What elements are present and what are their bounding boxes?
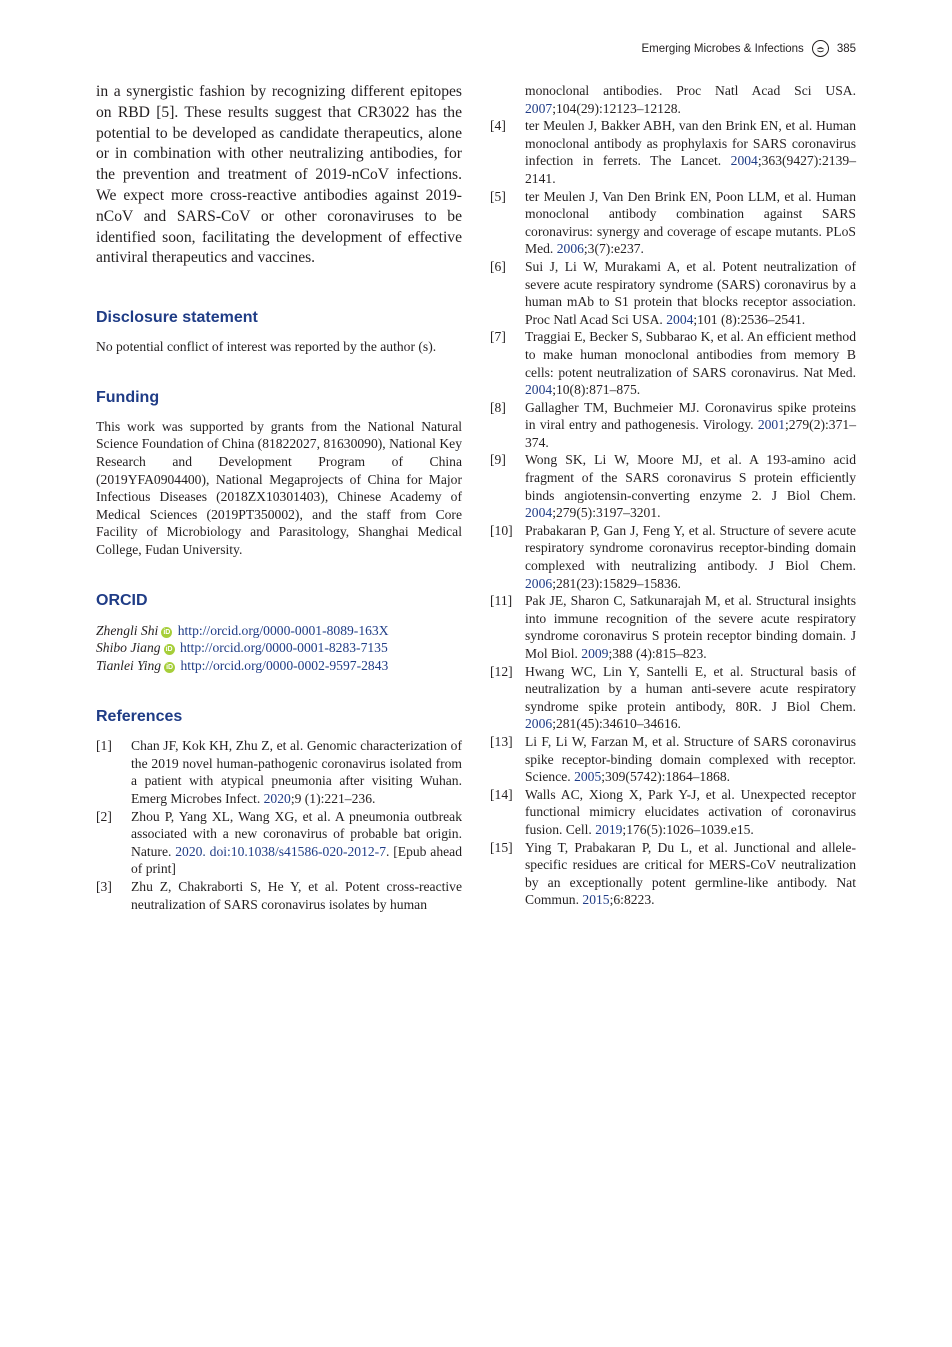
left-column — [96, 82, 462, 913]
disclosure-heading: Disclosure statement — [96, 309, 258, 327]
reference-item: [12] Hwang WC, Lin Y, Santelli E, et al. Structural basis of neutralization by a human anti-severe acute respiratory syndrome spike protein antibody, 80R. J Biol Chem. 2006;281(45):34610–34616. — [490, 663, 856, 732]
reference-item: [15] Ying T, Prabakaran P, Du L, et al. Junctional and allele-specific residues are critical for MERS-CoV neutralization by an exceptionally potent germline-like antibody. Nat Commun. 2015;6:8223. — [490, 839, 856, 908]
orcid-link[interactable]: http://orcid.org/0000-0001-8089-163X — [177, 622, 389, 638]
reference-link[interactable]: 2006 — [525, 575, 553, 591]
reference-link[interactable]: 2020 — [263, 791, 291, 807]
reference-item: [2] Zhou P, Yang XL, Wang XG, et al. A pneumonia outbreak associated with a new coronavirus of probable bat origin. Nature. 2020. doi:10.1038/s41586-020-2012-7. [Epub ahead of print] — [96, 808, 462, 877]
running-head — [641, 40, 856, 57]
orcid-entry: Zhengli Shi iD http://orcid.org/0000-0001-8089-163X — [96, 622, 389, 638]
funding-text: This work was supported by grants from the National Natural Science Foundation of China (81822027, 81630090), National Key Research and Development Program of China (2019YFA0904400), National Megaprojects of China for Major Infectious Diseases (2018ZX10301403), Chinese Academy of Medical Sciences (2019PT350002), and the staff from Core Facility of Microbiology and Parasitology, Shanghai Medical College, Fudan University. — [96, 418, 462, 557]
reference-item: [3] Zhu Z, Chakraborti S, He Y, et al. Potent cross-reactive neutralization of SARS coronavirus isolates by human — [96, 879, 462, 912]
reference-item: [11] Pak JE, Sharon C, Satkunarajah M, et al. Structural insights into immune recognition of the severe acute respiratory syndrome coronavirus S protein receptor binding domain. J Mol Biol. 2009;388 (4):815–823. — [490, 593, 856, 661]
reference-item: [9] Wong SK, Li W, Moore MJ, et al. A 193-amino acid fragment of the SARS coronavirus S protein efficiently binds angiotensin-converting enzyme 2. J Biol Chem. 2004;279(5):3197–3201. — [490, 452, 856, 521]
reference-item: [6] Sui J, Li W, Murakami A, et al. Potent neutralization of severe acute respiratory syndrome (SARS) coronavirus by a human mAb to S1 protein that blocks receptor association. Proc Natl Acad Sci USA. 2004;101 (8):2536–2541. — [490, 258, 856, 327]
page-number: 385 — [836, 42, 856, 55]
reference-link[interactable]: 2004 — [525, 505, 553, 521]
reference-link[interactable]: 2004 — [730, 153, 758, 169]
orcid-list — [96, 622, 462, 675]
orcid-icon: iD — [166, 663, 174, 671]
reference-item: [14] Walls AC, Xiong X, Park Y-J, et al. Unexpected receptor functional mimicry elucidates activation of coronavirus fusion. Cell. 2019;176(5):1026–1039.e15. — [490, 786, 856, 837]
reference-link[interactable]: 2007 — [525, 100, 553, 116]
reference-link[interactable]: 2001 — [757, 417, 786, 433]
reference-item: [13] Li F, Li W, Farzan M, et al. Structure of SARS coronavirus spike receptor-binding domain complexed with receptor. Science. 2005;309(5742):1864–1868. — [490, 733, 856, 785]
references-heading: References — [96, 708, 183, 726]
reference-link[interactable]: 2004 — [525, 382, 553, 398]
reference-link[interactable]: 2020. doi:10.1038/s41586-020-2012-7 — [175, 843, 386, 859]
reference-item: [4] ter Meulen J, Bakker ABH, van den Brink EN, et al. Human monoclonal antibody as prophylaxis for SARS coronavirus infection in ferrets. The Lancet. 2004;363(9427):2139–2141. — [490, 118, 856, 186]
reference-link[interactable]: 2006 — [556, 241, 584, 257]
orcid-link[interactable]: http://orcid.org/0000-0002-9597-2843 — [180, 657, 389, 673]
reference-item: [1] Chan JF, Kok KH, Zhu Z, et al. Genomic characterization of the 2019 novel human-pathogenic coronavirus isolated from a patient with atypical pneumonia after visiting Wuhan. Emerg Microbes Infect. 2020;9 (1):221–236. — [96, 738, 462, 807]
orcid-heading: ORCID — [96, 591, 148, 609]
reference-list-left — [96, 737, 462, 913]
orcid-icon: iD — [165, 646, 173, 654]
reference-item: [7] Traggiai E, Becker S, Subbarao K, et al. An efficient method to make human monoclonal antibodies from memory B cells: potent neutralization of SARS coronavirus. Nat Med. 2004;10(8):871–875. — [490, 329, 856, 398]
disclosure-text: No potential conflict of interest was reported by the author (s). — [96, 339, 437, 355]
orcid-entry: Tianlei Ying iD http://orcid.org/0000-0002-9597-2843 — [96, 657, 389, 673]
funding-heading: Funding — [96, 388, 160, 406]
orcid-entry: Shibo Jiang iD http://orcid.org/0000-0001-8283-7135 — [96, 640, 388, 656]
reference-link[interactable]: 2015 — [582, 892, 610, 908]
orcid-icon: iD — [163, 628, 171, 636]
reference-link[interactable]: 2009 — [581, 646, 609, 661]
journal-name: Emerging Microbes & Infections — [641, 42, 804, 55]
reference-link[interactable]: 2019 — [595, 821, 623, 837]
intro-paragraph: in a synergistic fashion by recognizing different epitopes on RBD [5]. These results suggest that CR3022 has the potential to be developed as candidate therapeutics, alone or in combination with other neutralizing antibodies, for the prevention and treatment of 2019-nCoV infections. We expect more cross-reactive antibodies against 2019-nCoV and SARS-CoV or other coronaviruses to be identified soon, facilitating the development of effective antiviral therapeutics and vaccines. — [96, 83, 462, 267]
reference-item: [8] Gallagher TM, Buchmeier MJ. Coronavirus spike proteins in viral entry and pathogenesis. Virology. 2001;279(2):371–374. — [490, 399, 856, 450]
reference-link[interactable]: 2005 — [574, 769, 602, 785]
reference-link[interactable]: 2006 — [525, 716, 553, 732]
reference-item: [5] ter Meulen J, Van Den Brink EN, Poon LLM, et al. Human monoclonal antibody combination against SARS coronavirus: synergy and coverage of escape mutants. PLoS Med. 2006;3(7):e237. — [490, 188, 856, 257]
orcid-link[interactable]: http://orcid.org/0000-0001-8283-7135 — [179, 640, 388, 656]
reference-item: [10] Prabakaran P, Gan J, Feng Y, et al. Structure of severe acute respiratory syndrome coronavirus receptor-binding domain complexed with neutralizing antibody. J Biol Chem. 2006;281(23):15829–15836. — [490, 522, 856, 591]
reference-link[interactable]: 2004 — [666, 311, 694, 327]
journal-logo-icon — [812, 40, 829, 57]
reference-continuation: monoclonal antibodies. Proc Natl Acad Sci USA. 2007;104(29):12123–12128. — [525, 83, 856, 116]
right-column — [490, 82, 856, 909]
